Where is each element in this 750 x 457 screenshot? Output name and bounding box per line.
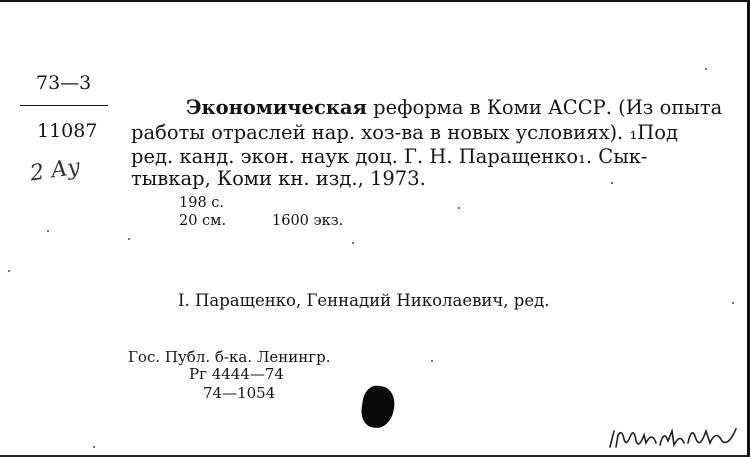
handwritten-signature bbox=[606, 417, 744, 453]
tracing-entry: I. Паращенко, Геннадий Николаевич, ред. bbox=[178, 291, 550, 310]
description-line-1 bbox=[186, 96, 722, 119]
collation-pages: 198 с. bbox=[179, 195, 225, 211]
collation-size: 20 см. bbox=[179, 213, 227, 229]
call-number-top: 73—3 bbox=[36, 72, 92, 94]
description-line-3: ред. канд. экон. наук доц. Г. Н. Паращенко₁. Сык- bbox=[131, 145, 648, 168]
source-library: Гос. Публ. б-ка. Ленингр. bbox=[128, 348, 331, 366]
collation-copies: 1600 экз. bbox=[272, 213, 344, 229]
description-line-1-rest: реформа в Коми АССР. (Из опыта bbox=[366, 96, 723, 119]
call-number-divider bbox=[20, 105, 108, 106]
source-number: 74—1054 bbox=[203, 384, 276, 402]
ink-blot bbox=[359, 384, 397, 430]
description-line-4: тывкар, Коми кн. изд., 1973. bbox=[131, 167, 426, 190]
call-number-bottom: 11087 bbox=[37, 120, 98, 142]
handwritten-mark: 2 Ау bbox=[28, 154, 82, 187]
book-title: Экономическая bbox=[186, 96, 367, 119]
source-reg-number: Рг 4444—74 bbox=[189, 365, 284, 383]
description-line-2: работы отраслей нар. хоз-ва в новых условиях). ₁Под bbox=[131, 121, 679, 144]
